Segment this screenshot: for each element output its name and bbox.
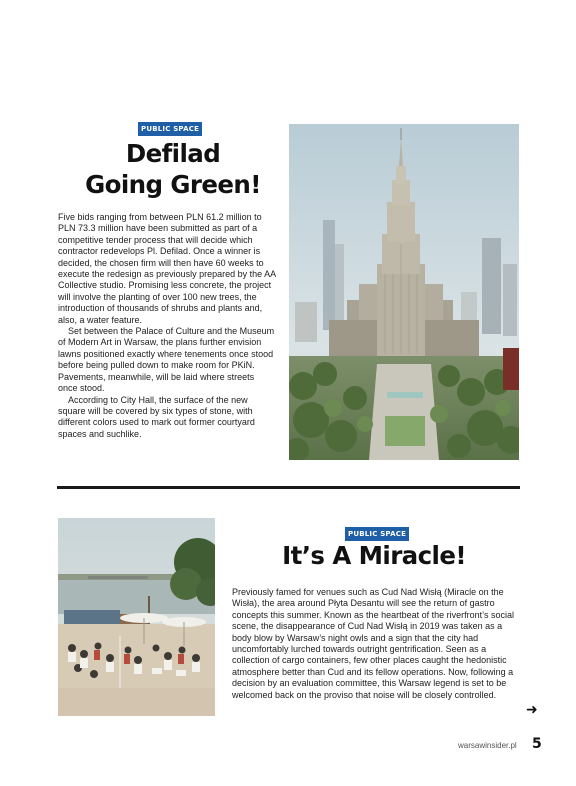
site-url: warsawinsider.pl bbox=[458, 741, 517, 750]
article-body bbox=[232, 587, 522, 701]
palace-of-culture-photo bbox=[289, 124, 519, 460]
article-body bbox=[58, 212, 276, 440]
body-paragraph-1: Previously famed for venues such as Cud Nad Wisłą (Miracle on the Wisła), the area around Płyta Desantu will see the return of gastro concepts this summer. Known as the heartbeat of the riverfront’s social scene, the disappearance of Cud Nad Wisłą in 2019 was taken as a body blow by Warsaw’s night owls and a sign that the city had uncomfortably lurched towards outright gentrification. Seen as a collection of cargo containers, few other places caught the hedonistic atmosphere better than Cud and its fellow operations. Now, following a decision by an evaluation committee, this Warsaw legend is set to be welcomed back on the proviso that noise will be closely controlled. bbox=[232, 587, 514, 700]
body-paragraph-3: According to City Hall, the surface of the new square will be covered by six types of stone, with different colors used to mark out former courtyard spaces and suchlike. bbox=[58, 394, 255, 439]
headline-line-2: Going Green! bbox=[85, 170, 261, 199]
article-headline: It’s A Miracle! bbox=[282, 541, 466, 570]
headline-line-1: Defilad bbox=[125, 139, 221, 168]
category-badge: PUBLIC SPACE bbox=[138, 122, 202, 136]
arrow-right-icon: ➜ bbox=[526, 702, 538, 718]
section-divider bbox=[57, 486, 520, 489]
riverfront-beach-photo bbox=[58, 518, 215, 716]
body-paragraph-1: Five bids ranging from between PLN 61.2 million to PLN 73.3 million have been submitted as part of a competitive tender process that will decide which contractor redevelops Pl. Defilad. Once a winner is decided, the chosen firm will then have 60 weeks to execute the redesign as previously prepared by the AA Collective studio. Promising less concrete, the project will involve the planting of over 100 new trees, the introduction of thousands of shrubs and plants and, also, a water feature. bbox=[58, 212, 276, 325]
article-headline bbox=[58, 138, 288, 200]
category-badge: PUBLIC SPACE bbox=[345, 527, 409, 541]
body-paragraph-2: Set between the Palace of Culture and the Museum of Modern Art in Warsaw, the plans further envision lawns positioned exactly where tenements once stood before being pulled down to make room for PKiN. Pavements, meanwhile, will be laid where streets once stood. bbox=[58, 326, 275, 394]
page-number: 5 bbox=[532, 736, 542, 752]
